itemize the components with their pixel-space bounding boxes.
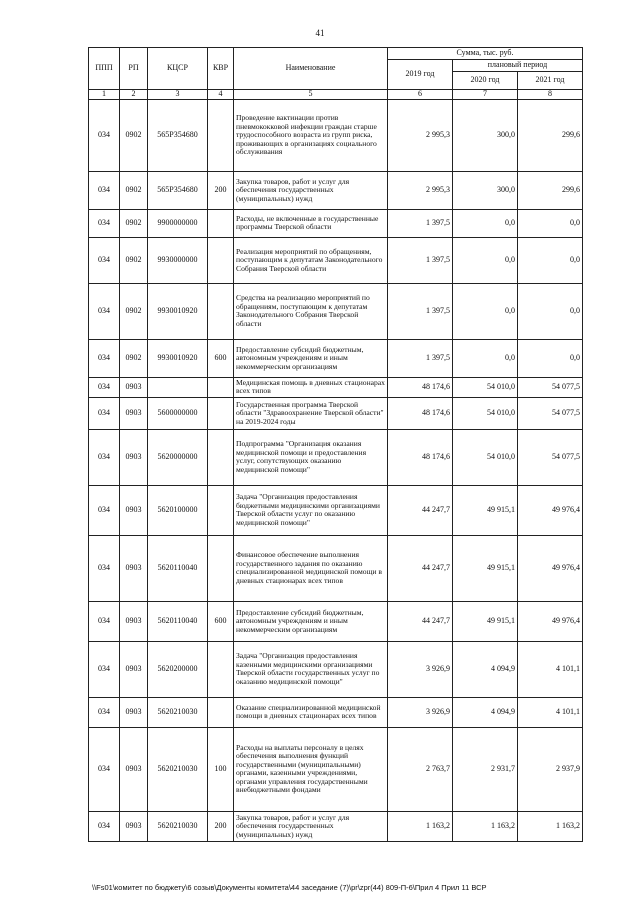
cell-2019: 3 926,9 (388, 697, 453, 727)
cell-name: Медицинская помощь в дневных стационарах всех типов (234, 377, 388, 397)
cell-ppp: 034 (89, 811, 120, 841)
cell-rp: 0903 (120, 377, 148, 397)
cell-kvr: 200 (208, 811, 234, 841)
table-body (89, 99, 583, 841)
cell-2021: 0,0 (518, 209, 583, 237)
cell-2021: 1 163,2 (518, 811, 583, 841)
cell-ppp: 034 (89, 209, 120, 237)
column-number: 8 (518, 89, 583, 99)
cell-kcsr: 9930010920 (148, 283, 208, 339)
cell-ppp: 034 (89, 727, 120, 811)
cell-ppp: 034 (89, 641, 120, 697)
header-planned-period: плановый период (453, 59, 583, 71)
cell-kvr (208, 429, 234, 485)
cell-2021: 0,0 (518, 339, 583, 377)
column-number: 5 (234, 89, 388, 99)
cell-2019: 44 247,7 (388, 485, 453, 535)
cell-2019: 2 995,3 (388, 99, 453, 171)
table-row (89, 339, 583, 377)
cell-2019: 1 397,5 (388, 237, 453, 283)
cell-rp: 0903 (120, 485, 148, 535)
table-row (89, 601, 583, 641)
cell-kcsr: 5620200000 (148, 641, 208, 697)
cell-rp: 0902 (120, 339, 148, 377)
cell-2020: 0,0 (453, 339, 518, 377)
cell-kcsr: 5600000000 (148, 397, 208, 429)
cell-name: Расходы на выплаты персоналу в целях обеспечения выполнения функций государственными (муниципальными) органами, казенными учреждениями, органами управления государственными внебюджетными фондами (234, 727, 388, 811)
cell-2019: 1 163,2 (388, 811, 453, 841)
cell-2020: 49 915,1 (453, 485, 518, 535)
cell-name: Предоставление субсидий бюджетным, автономным учреждениям и иным некоммерческим организациям (234, 339, 388, 377)
cell-2020: 4 094,9 (453, 697, 518, 727)
header-ppp: ППП (89, 48, 120, 90)
cell-kcsr: 5620000000 (148, 429, 208, 485)
header-kvr: КВР (208, 48, 234, 90)
cell-kvr (208, 697, 234, 727)
cell-2020: 300,0 (453, 99, 518, 171)
cell-name: Государственная программа Тверской области "Здравоохранение Тверской области" на 2019-2024 годы (234, 397, 388, 429)
cell-2020: 0,0 (453, 283, 518, 339)
cell-kvr (208, 397, 234, 429)
cell-2021: 4 101,1 (518, 697, 583, 727)
column-number-row (89, 89, 583, 99)
cell-ppp: 034 (89, 237, 120, 283)
cell-2020: 0,0 (453, 209, 518, 237)
header-name: Наименование (234, 48, 388, 90)
cell-2021: 54 077,5 (518, 397, 583, 429)
cell-kvr (208, 377, 234, 397)
cell-kvr (208, 209, 234, 237)
cell-ppp: 034 (89, 377, 120, 397)
cell-rp: 0902 (120, 99, 148, 171)
cell-2020: 49 915,1 (453, 535, 518, 601)
cell-name: Предоставление субсидий бюджетным, автономным учреждениям и иным некоммерческим организациям (234, 601, 388, 641)
cell-2020: 54 010,0 (453, 429, 518, 485)
cell-name: Подпрограмма "Организация оказания медицинской помощи и предоставления услуг, сопутствующих оказанию медицинской помощи" (234, 429, 388, 485)
cell-2020: 4 094,9 (453, 641, 518, 697)
table-row (89, 429, 583, 485)
cell-rp: 0903 (120, 697, 148, 727)
table-row (89, 237, 583, 283)
cell-rp: 0902 (120, 171, 148, 209)
cell-kcsr: 9930010920 (148, 339, 208, 377)
cell-ppp: 034 (89, 99, 120, 171)
cell-kvr (208, 485, 234, 535)
cell-name: Закупка товаров, работ и услуг для обеспечения государственных (муниципальных) нужд (234, 171, 388, 209)
cell-2020: 49 915,1 (453, 601, 518, 641)
cell-kcsr: 565P354680 (148, 99, 208, 171)
cell-kvr (208, 99, 234, 171)
cell-2019: 2 995,3 (388, 171, 453, 209)
column-number: 3 (148, 89, 208, 99)
table-row (89, 535, 583, 601)
cell-ppp: 034 (89, 397, 120, 429)
table-row (89, 171, 583, 209)
cell-kvr: 600 (208, 601, 234, 641)
table-row (89, 283, 583, 339)
column-number: 2 (120, 89, 148, 99)
cell-kcsr: 565P354680 (148, 171, 208, 209)
cell-name: Закупка товаров, работ и услуг для обеспечения государственных (муниципальных) нужд (234, 811, 388, 841)
cell-2021: 299,6 (518, 99, 583, 171)
cell-kcsr: 5620210030 (148, 697, 208, 727)
cell-2019: 48 174,6 (388, 377, 453, 397)
table-row (89, 641, 583, 697)
cell-kvr: 200 (208, 171, 234, 209)
cell-kcsr: 5620210030 (148, 811, 208, 841)
cell-2019: 44 247,7 (388, 535, 453, 601)
table-row (89, 377, 583, 397)
cell-kvr: 100 (208, 727, 234, 811)
column-number: 4 (208, 89, 234, 99)
cell-2019: 44 247,7 (388, 601, 453, 641)
table-row (89, 99, 583, 171)
cell-name: Задача "Организация предоставления бюджетными медицинскими организациями Тверской области услуг по оказанию медицинской помощи" (234, 485, 388, 535)
cell-kcsr: 5620210030 (148, 727, 208, 811)
cell-2021: 0,0 (518, 283, 583, 339)
cell-ppp: 034 (89, 429, 120, 485)
cell-kvr: 600 (208, 339, 234, 377)
cell-2021: 49 976,4 (518, 535, 583, 601)
cell-2019: 1 397,5 (388, 209, 453, 237)
cell-2021: 4 101,1 (518, 641, 583, 697)
cell-rp: 0902 (120, 283, 148, 339)
header-2021: 2021 год (518, 71, 583, 89)
cell-name: Расходы, не включенные в государственные программы Тверской области (234, 209, 388, 237)
cell-name: Реализация мероприятий по обращениям, поступающим к депутатам Законодательного Собрания Тверской области (234, 237, 388, 283)
cell-2021: 54 077,5 (518, 429, 583, 485)
cell-rp: 0903 (120, 429, 148, 485)
header-2019: 2019 год (388, 59, 453, 89)
table-row (89, 397, 583, 429)
cell-rp: 0903 (120, 535, 148, 601)
table-row (89, 697, 583, 727)
cell-ppp: 034 (89, 535, 120, 601)
cell-ppp: 034 (89, 171, 120, 209)
cell-rp: 0902 (120, 237, 148, 283)
table-row (89, 727, 583, 811)
cell-name: Средства на реализацию мероприятий по обращениям, поступающим к депутатам Законодательного Собрания Тверской области (234, 283, 388, 339)
header-kcsr: КЦСР (148, 48, 208, 90)
cell-2020: 0,0 (453, 237, 518, 283)
cell-2019: 48 174,6 (388, 397, 453, 429)
cell-name: Финансовое обеспечение выполнения государственного задания по оказанию специализированной медицинской помощи в дневных стационарах всех типов (234, 535, 388, 601)
cell-2021: 49 976,4 (518, 485, 583, 535)
cell-rp: 0903 (120, 727, 148, 811)
cell-2021: 299,6 (518, 171, 583, 209)
cell-2021: 49 976,4 (518, 601, 583, 641)
cell-name: Задача "Организация предоставления казенными медицинскими организациями Тверской области государственных услуг по оказанию медицинской помощи" (234, 641, 388, 697)
header-rp: РП (120, 48, 148, 90)
cell-2019: 1 397,5 (388, 283, 453, 339)
cell-2020: 300,0 (453, 171, 518, 209)
cell-2019: 1 397,5 (388, 339, 453, 377)
cell-kcsr: 5620100000 (148, 485, 208, 535)
budget-table (88, 47, 583, 842)
cell-ppp: 034 (89, 283, 120, 339)
cell-ppp: 034 (89, 697, 120, 727)
cell-2020: 54 010,0 (453, 377, 518, 397)
cell-ppp: 034 (89, 485, 120, 535)
cell-kvr (208, 535, 234, 601)
cell-rp: 0903 (120, 397, 148, 429)
cell-kcsr: 5620110040 (148, 601, 208, 641)
cell-2021: 2 937,9 (518, 727, 583, 811)
column-number: 7 (453, 89, 518, 99)
cell-kvr (208, 641, 234, 697)
cell-kcsr: 5620110040 (148, 535, 208, 601)
cell-kcsr (148, 377, 208, 397)
header-2020: 2020 год (453, 71, 518, 89)
cell-kcsr: 9900000000 (148, 209, 208, 237)
file-path-footer: \\Fs01\комитет по бюджету\6 созыв\Документы комитета\44 заседание (7)\pr\zpr(44) 809-П-6\Прил 4 Прил 11 ВСР (92, 883, 487, 892)
cell-2021: 54 077,5 (518, 377, 583, 397)
table-row (89, 811, 583, 841)
page-number: 41 (315, 28, 325, 38)
cell-2020: 54 010,0 (453, 397, 518, 429)
column-number: 6 (388, 89, 453, 99)
column-number: 1 (89, 89, 120, 99)
cell-2021: 0,0 (518, 237, 583, 283)
cell-rp: 0903 (120, 601, 148, 641)
cell-2019: 48 174,6 (388, 429, 453, 485)
cell-2020: 2 931,7 (453, 727, 518, 811)
cell-kcsr: 9930000000 (148, 237, 208, 283)
cell-rp: 0903 (120, 641, 148, 697)
cell-kvr (208, 237, 234, 283)
cell-2020: 1 163,2 (453, 811, 518, 841)
cell-rp: 0903 (120, 811, 148, 841)
table-row (89, 485, 583, 535)
cell-2019: 2 763,7 (388, 727, 453, 811)
cell-name: Проведение вактинации против пневмококковой инфекции граждан старше трудоспособного возраста из групп риска, проживающих в организациях социального обслуживания (234, 99, 388, 171)
cell-name: Оказание специализированной медицинской помощи в дневных стационарах всех типов (234, 697, 388, 727)
header-sum: Сумма, тыс. руб. (388, 48, 583, 60)
table-row (89, 209, 583, 237)
cell-ppp: 034 (89, 601, 120, 641)
cell-2019: 3 926,9 (388, 641, 453, 697)
cell-kvr (208, 283, 234, 339)
cell-ppp: 034 (89, 339, 120, 377)
cell-rp: 0902 (120, 209, 148, 237)
